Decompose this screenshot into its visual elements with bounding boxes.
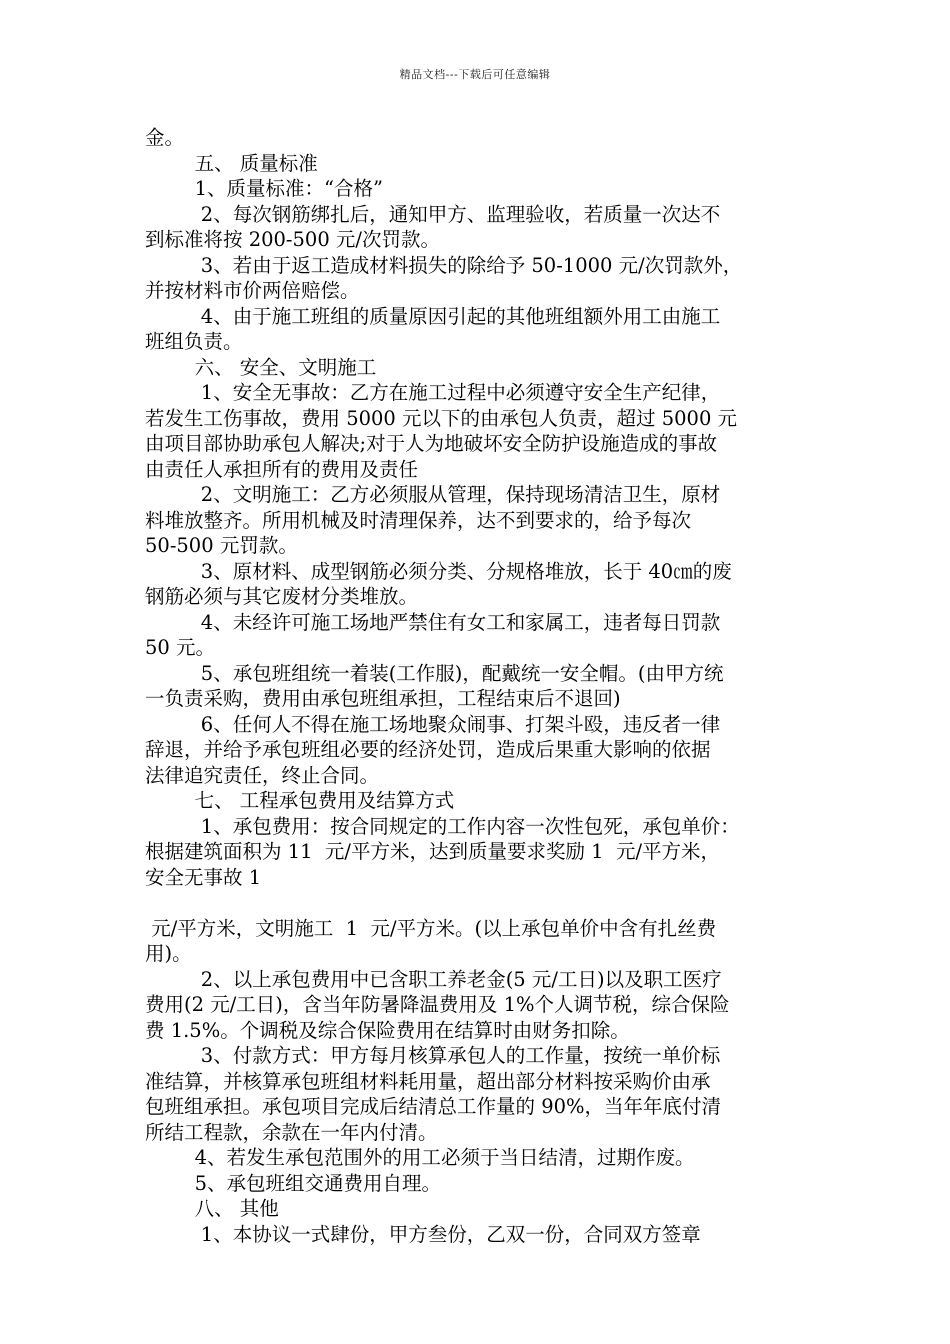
text-line: 费 1.5%。个调税及综合保险费用在结算时由财务扣除。 [145,1018,630,1042]
text-line: 八、 其他 [145,1197,279,1220]
text-line: 50-500 元罚款。 [145,534,298,557]
text-line: 4、由于施工班组的质量原因引起的其他班组额外用工由施工 [145,304,721,328]
text-line: 包班组承担。承包项目完成后结清总工作量的 90%，当年年底付清 [145,1095,722,1118]
text-line: 5、承包班组统一着装(工作服)，配戴统一安全帽。(由甲方统 [145,661,724,685]
text-line: 3、若由于返工造成材料损失的除给予 50-1000 元/次罚款外， [145,253,743,277]
text-line: 六、 安全、文明施工 [145,355,377,379]
text-line: 班组负责。 [145,330,243,353]
text-line: 1、本协议一式肆份，甲方叁份，乙双一份，合同双方签章 [145,1222,701,1246]
page-header: 精品文档---下载后可任意编辑 [399,68,551,81]
text-line: 一负责采购，费用由承包班组承担，工程结束后不退回) [145,687,621,710]
text-line: 钢筋必须与其它废材分类堆放。 [145,585,419,608]
text-line: 1、质量标准：“合格” [145,177,383,200]
text-line: 50 元。 [145,636,216,659]
text-line: 1、承包费用：按合同规定的工作内容一次性包死，承包单价： [145,814,740,838]
text-line: 由责任人承担所有的费用及责任 [145,457,419,481]
text-line: 用)。 [145,942,192,965]
text-line: 并按材料市价两倍赔偿。 [145,279,360,302]
text-line: 由项目部协助承包人解决;对于人为地破坏安全防护设施造成的事故 [145,432,718,455]
text-line: 准结算，并核算承包班组材料耗用量，超出部分材料按采购价由承 [145,1069,711,1093]
text-line: 料堆放整齐。所用机械及时清理保养，达不到要求的，给予每次 [145,508,692,532]
text-line: 2、以上承包费用中已含职工养老金(5 元/工日)以及职工医疗 [145,967,722,991]
text-line: 所结工程款，余款在一年内付清。 [145,1120,438,1144]
text-line: 3、原材料、成型钢筋必须分类、分规格堆放，长于 40㎝的废 [145,559,732,583]
blank-line [145,890,825,916]
text-line: 1、安全无事故：乙方在施工过程中必须遵守安全生产纪律， [145,381,721,404]
text-line: 安全无事故 1 [145,865,262,889]
text-line: 元/平方米，文明施工 1 元/平方米。(以上承包单价中含有扎丝费 [145,916,717,940]
document-body [145,125,825,1247]
text-line: 若发生工伤事故，费用 5000 元以下的由承包人负责，超过 5000 元 [145,406,738,430]
text-line: 4、未经许可施工场地严禁住有女工和家属工，违者每日罚款 [145,610,721,634]
text-line: 2、文明施工：乙方必须服从管理，保持现场清洁卫生，原材 [145,483,721,506]
text-line: 金。 [145,126,185,149]
text-line: 五、 质量标准 [145,151,318,175]
text-line: 到标准将按 200-500 元/次罚款。 [145,228,440,251]
text-line: 5、承包班组交通费用自理。 [145,1171,441,1195]
text-line: 6、任何人不得在施工场地聚众闹事、打架斗殴，违反者一律 [145,712,721,736]
text-line: 费用(2 元/工日)，含当年防暑降温费用及 1%个人调节税，综合保险 [145,993,730,1016]
text-line: 2、每次钢筋绑扎后，通知甲方、监理验收，若质量一次达不 [145,202,721,226]
text-line: 3、付款方式：甲方每月核算承包人的工作量，按统一单价标 [145,1044,721,1067]
text-line: 法律追究责任，终止合同。 [145,763,380,787]
text-line: 七、 工程承包费用及结算方式 [145,789,455,812]
text-line: 4、若发生承包范围外的用工必须于当日结清，过期作废。 [145,1146,695,1169]
text-line: 根据建筑面积为 11 元/平方米，达到质量要求奖励 1 元/平方米， [145,840,721,863]
text-line: 辞退，并给予承包班组必要的经济处罚，造成后果重大影响的依据 [145,738,711,761]
